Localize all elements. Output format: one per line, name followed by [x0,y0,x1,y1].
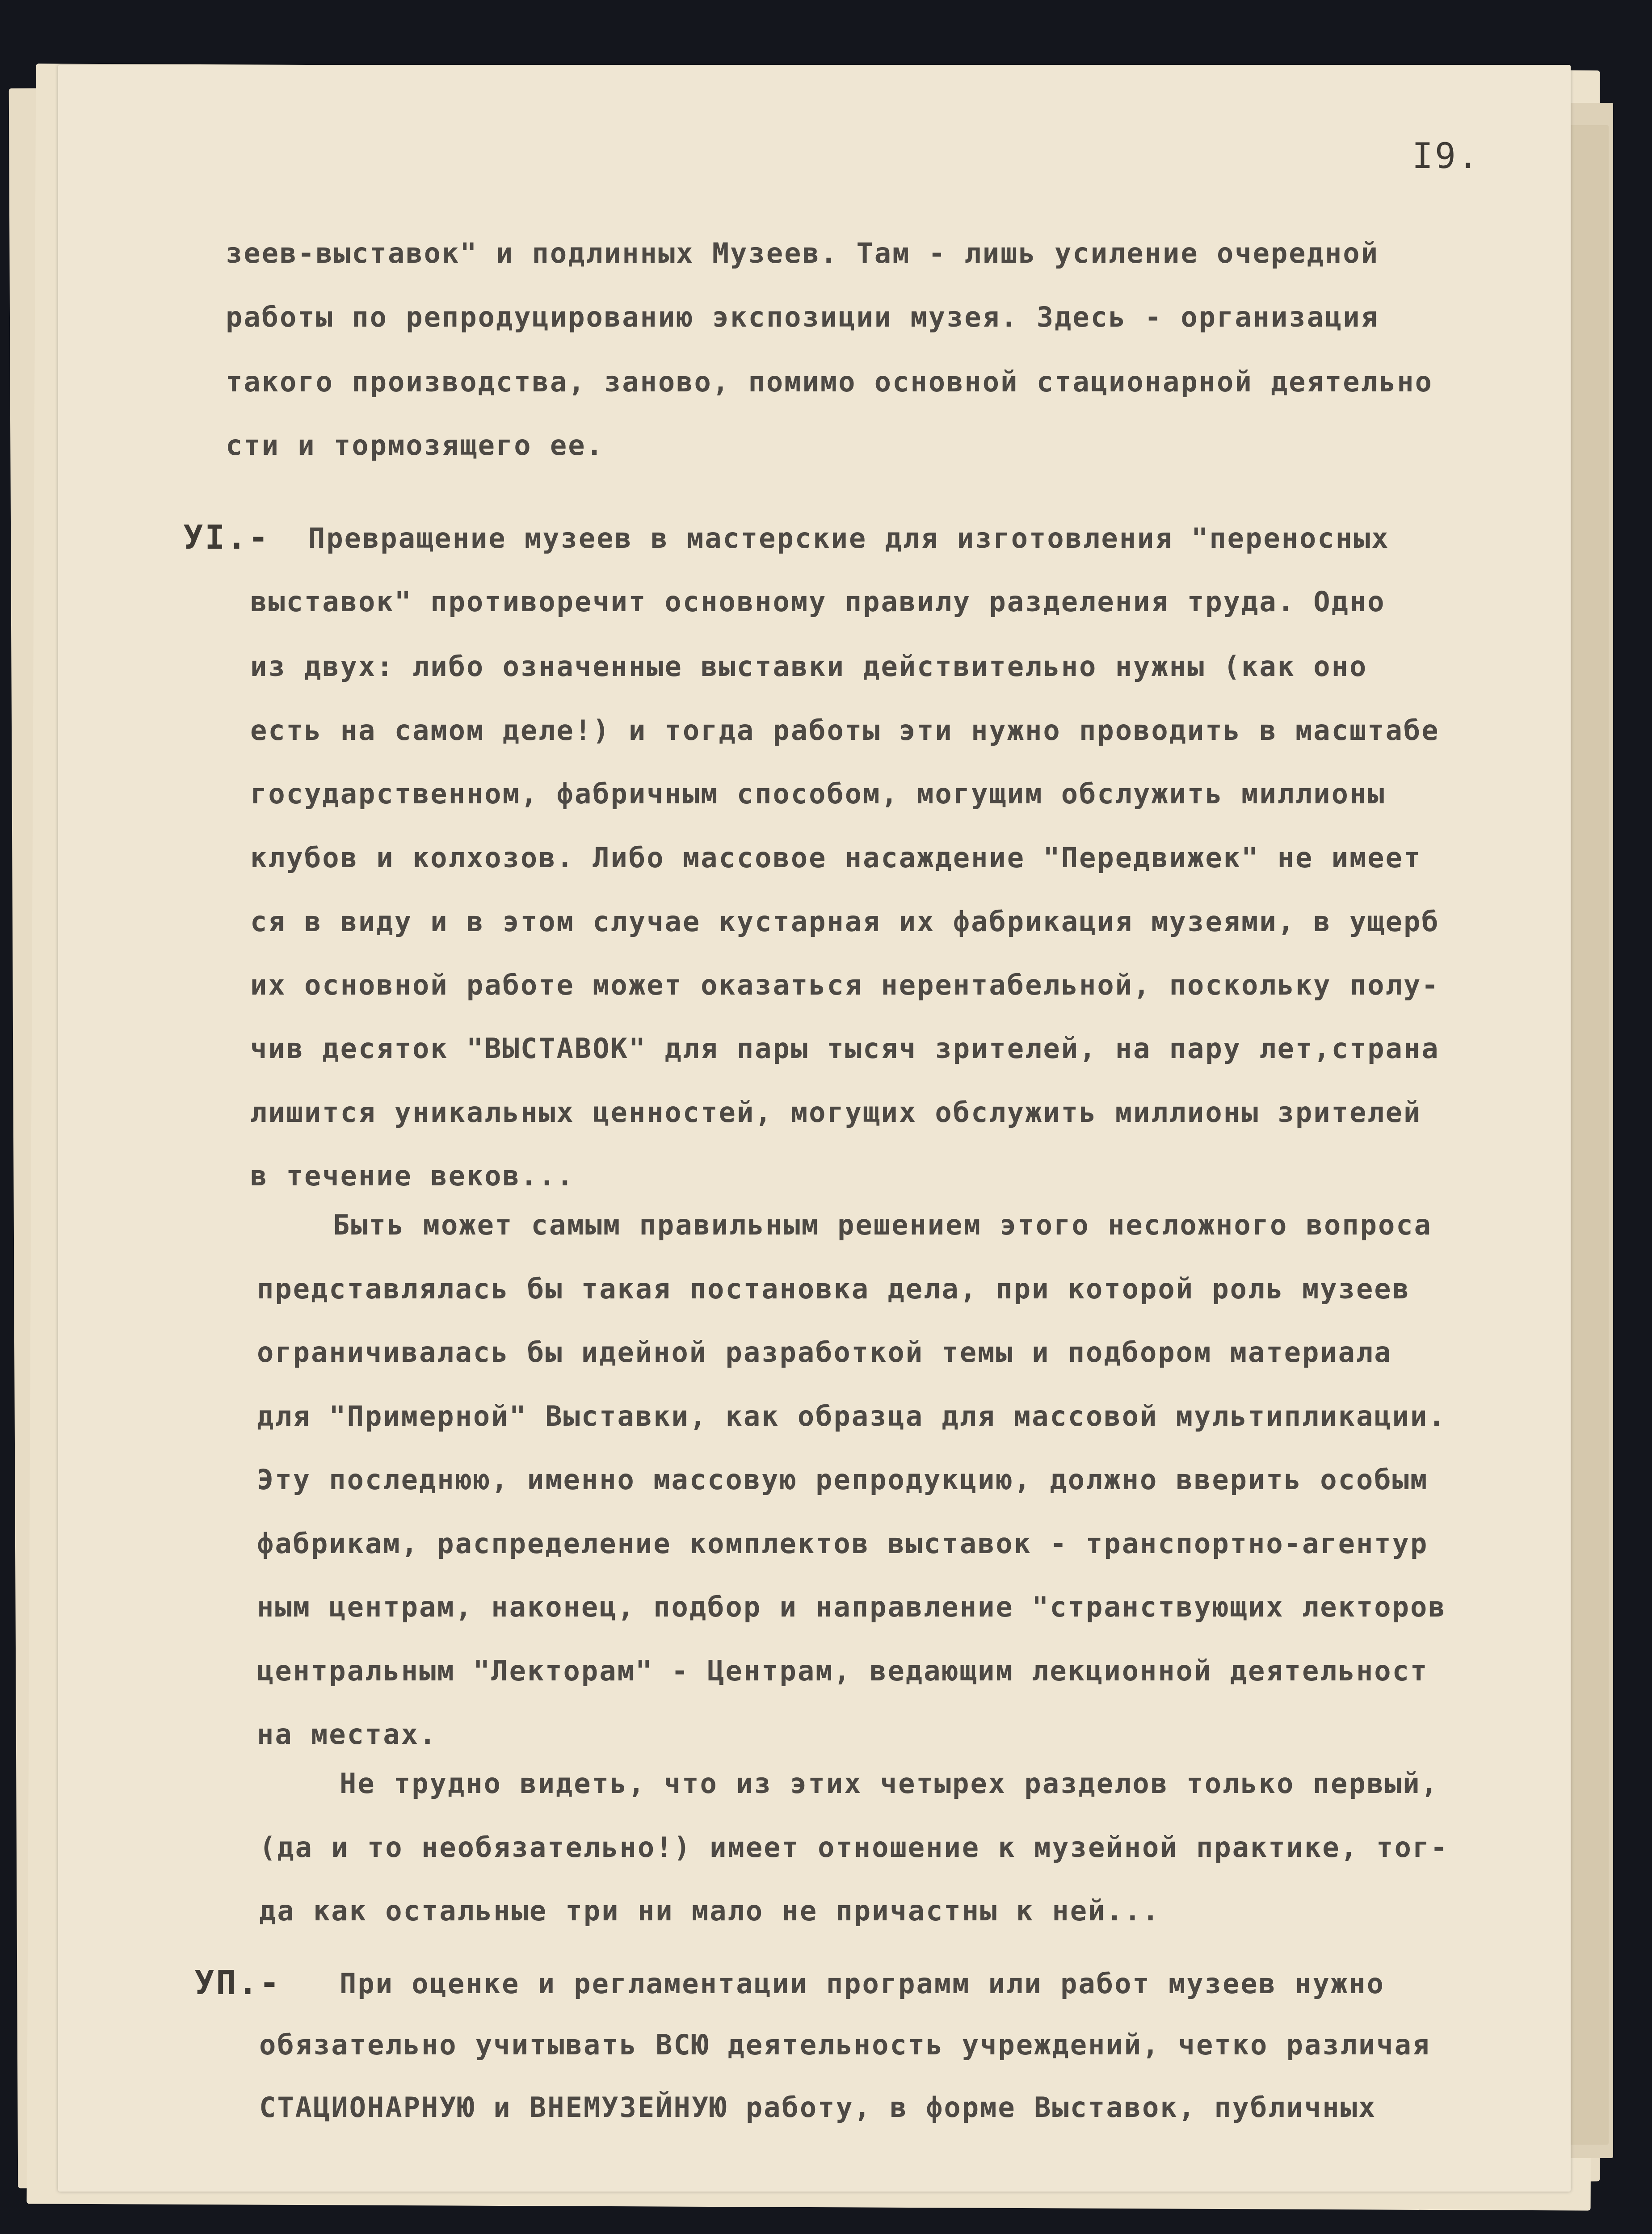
text-line: государственном, фабричным способом, могущим обслужить миллионы [250,777,1386,810]
text-line: в течение веков... [250,1159,575,1192]
text-line: есть на самом деле!) и тогда работы эти нужно проводить в масштабе [250,714,1440,747]
text-line: При оценке и регламентации программ или работ музеев нужно [340,1967,1385,2000]
text-line: Быть может самым правильным решением этого несложного вопроса [333,1209,1432,1241]
text-line: из двух: либо означенные выставки действительно нужны (как оно [250,650,1368,683]
text-line: ным центрам, наконец, подбор и направление "странствующих лекторов [257,1591,1446,1623]
text-line: зеев-выставок" и подлинных Музеев. Там - лишь усиление очередной [226,237,1379,269]
text-line: клубов и колхозов. Либо массовое насаждение "Передвижек" не имеет [250,841,1422,874]
text-line: работы по репродуцированию экспозиции музея. Здесь - организация [226,301,1379,333]
text-line: ограничивалась бы идейной разработкой темы и подбором материала [257,1336,1392,1369]
text-line: Превращение музеев в мастерские для изготовления "переносных [308,522,1390,554]
page-number: I9. [1412,136,1480,176]
text-line: выставок" противоречит основному правилу разделения труда. Одно [250,585,1386,618]
text-line: СТАЦИОНАРНУЮ и ВНЕМУЗЕЙНУЮ работу, в форме Выставок, публичных [259,2091,1377,2124]
text-line: их основной работе может оказаться нерентабельной, поскольку полу- [250,969,1440,1001]
text-line: чив десяток "ВЫСТАВОК" для пары тысяч зрителей, на пару лет,страна [250,1032,1440,1065]
text-line: обязательно учитывать ВСЮ деятельность учреждений, четко различая [259,2028,1431,2061]
text-line: такого производства, заново, помимо основной стационарной деятельно [226,365,1433,398]
text-line: Не трудно видеть, что из этих четырех разделов только первый, [340,1767,1439,1800]
text-line: сти и тормозящего ее. [226,429,604,462]
text-line: центральным "Лекторам" - Центрам, ведающим лекционной деятельност [257,1655,1429,1687]
text-line: фабрикам, распределение комплектов выставок - транспортно-агентур [257,1527,1429,1560]
text-line: да как остальные три ни мало не причастны к ней... [259,1894,1160,1927]
text-line: на местах. [257,1718,437,1751]
text-line: представлялась бы такая постановка дела, при которой роль музеев [257,1272,1410,1305]
text-line: (да и то необязательно!) имеет отношение к музейной практике, тог- [259,1831,1449,1864]
section-marker: УП.- [194,1964,282,2002]
text-line: ся в виду и в этом случае кустарная их фабрикация музеями, в ущерб [250,905,1440,938]
text-line: лишится уникальных ценностей, могущих обслужить миллионы зрителей [250,1096,1422,1129]
text-line: для "Примерной" Выставки, как образца для массовой мультипликации. [257,1400,1446,1432]
section-marker: УI.- [183,518,270,557]
text-line: Эту последнюю, именно массовую репродукцию, должно вверить особым [257,1463,1429,1496]
